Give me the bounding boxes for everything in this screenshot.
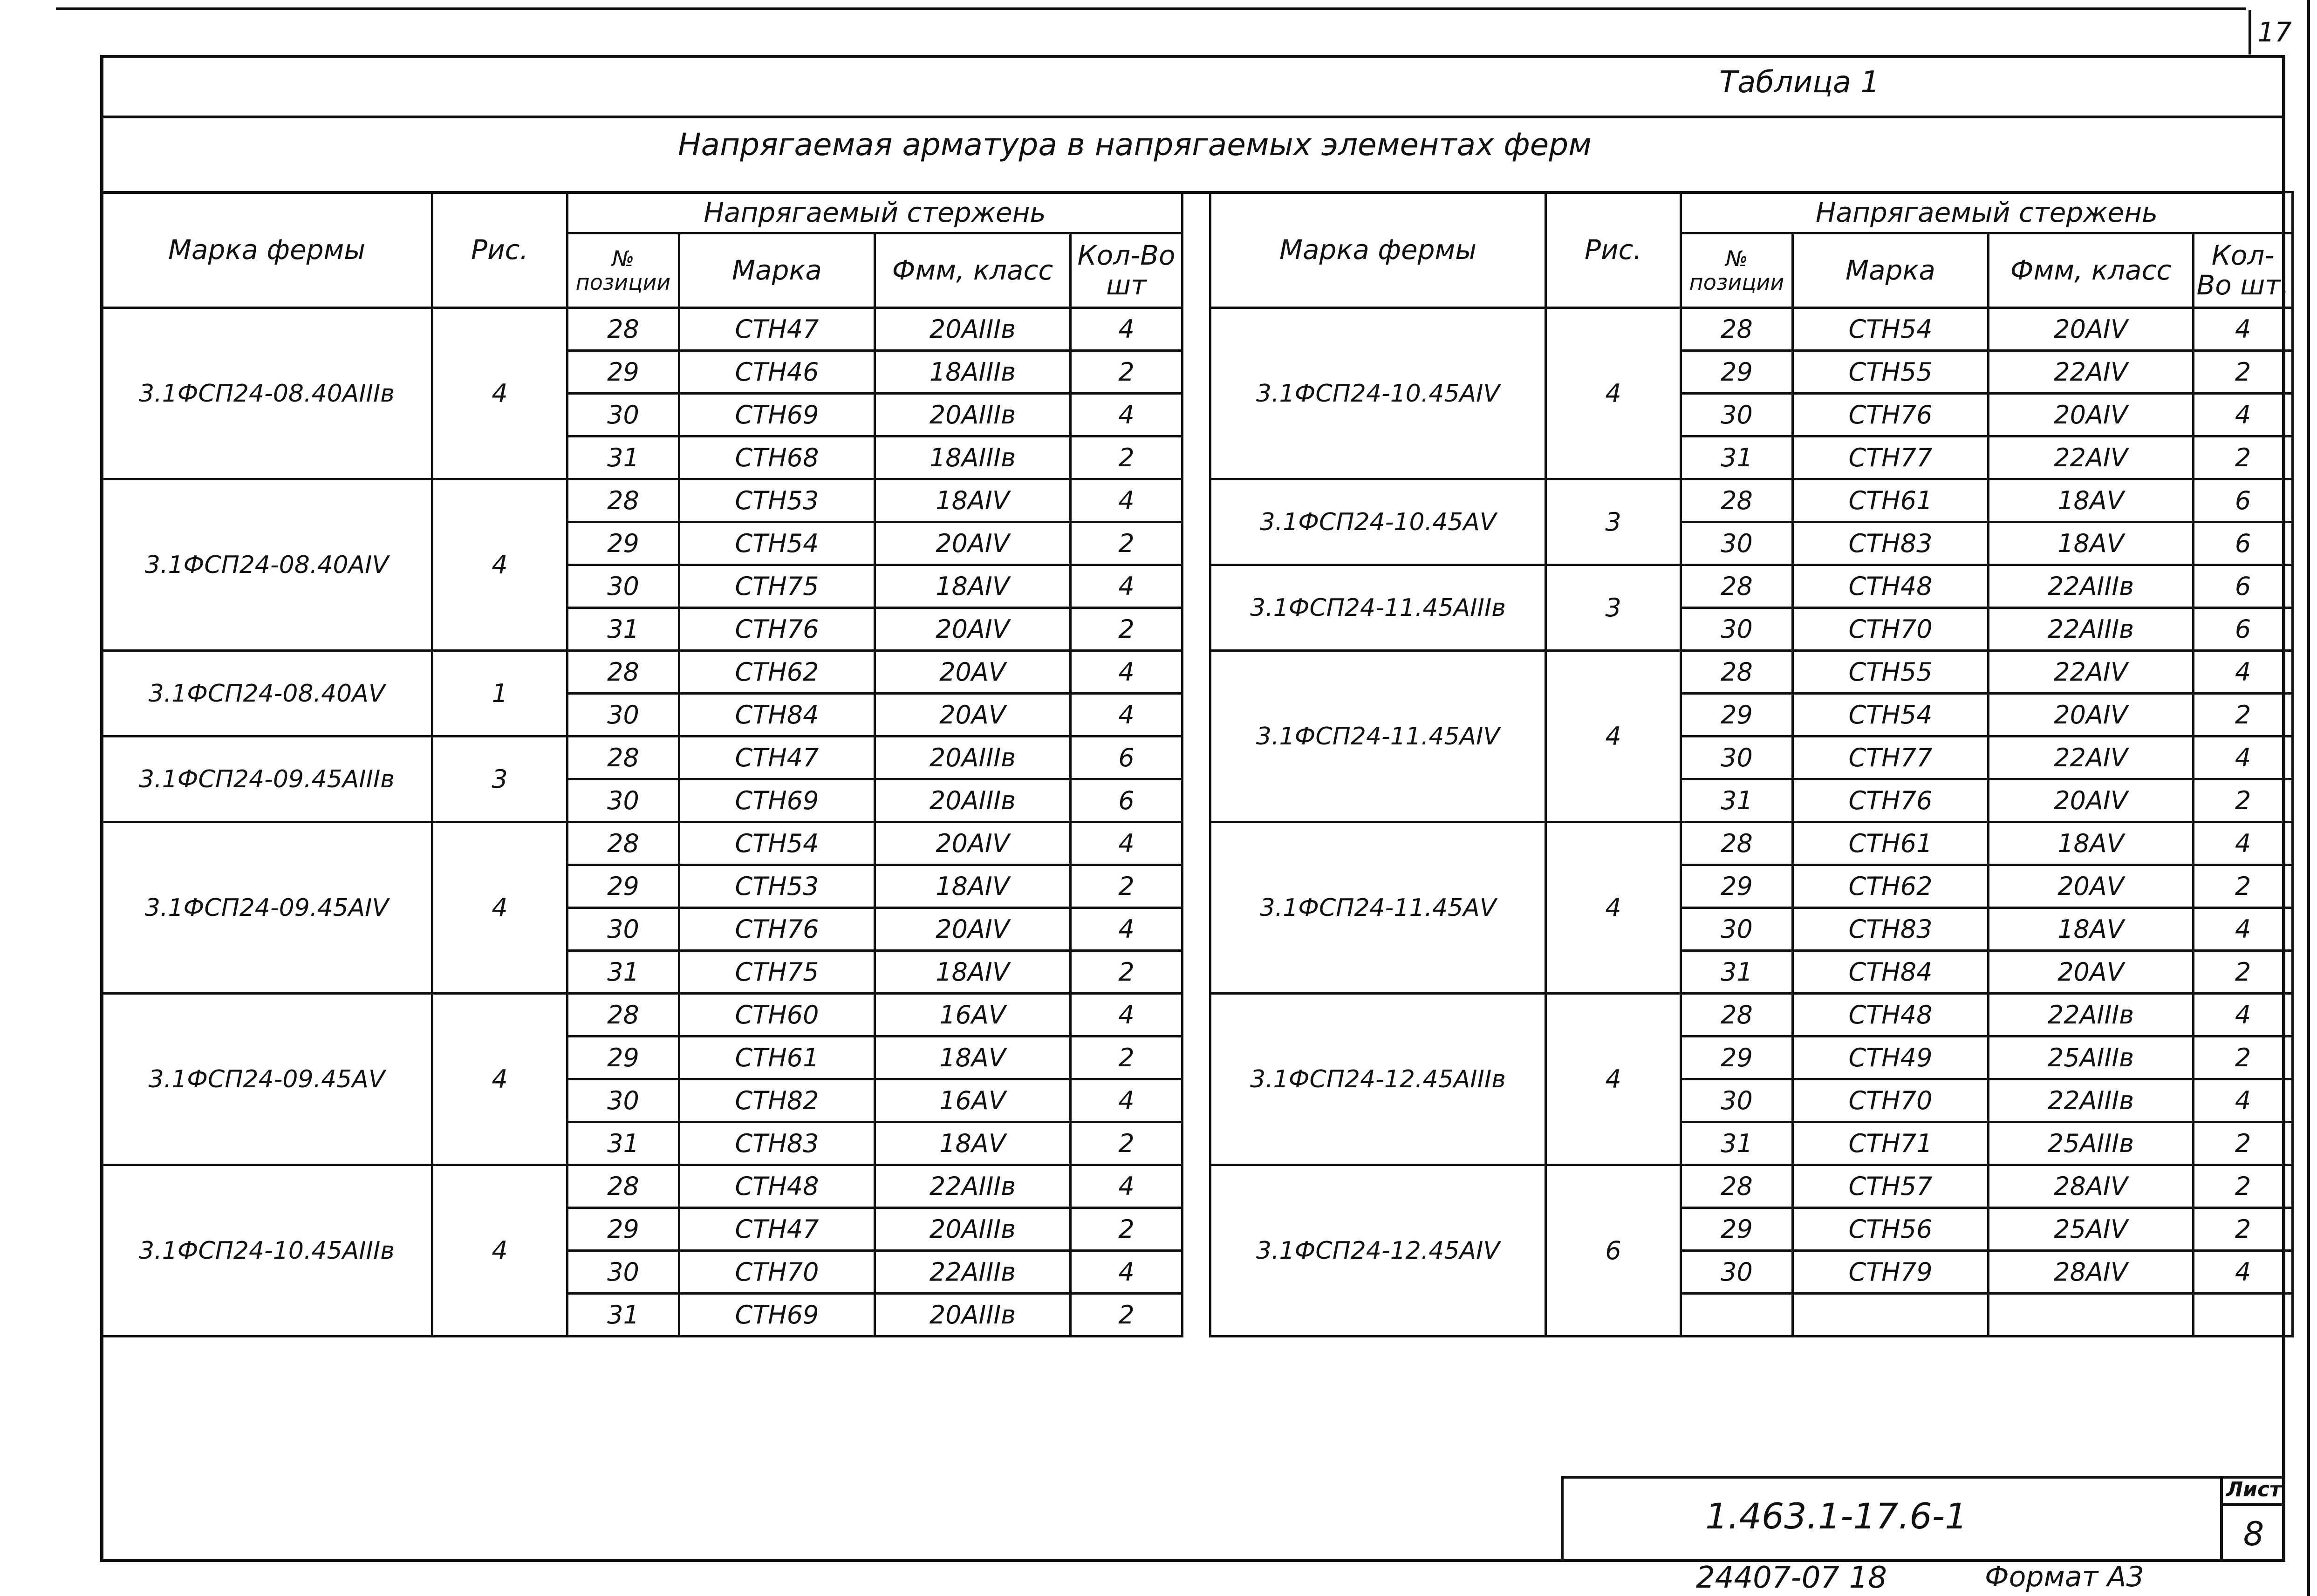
diameter-class-cell: 18АV [1989, 822, 2194, 865]
position-cell: 30 [1681, 1251, 1793, 1294]
rod-mark-cell: СТН76 [679, 908, 875, 951]
rod-mark-cell: СТН61 [1793, 479, 1989, 522]
table-row [102, 308, 1182, 351]
header-quantity: Кол-Во шт. [2194, 233, 2293, 308]
figure-cell: 6 [1546, 1165, 1681, 1337]
rod-mark-cell: СТН77 [1793, 737, 1989, 779]
quantity-cell: 4 [2194, 908, 2293, 951]
quantity-cell: 2 [1071, 608, 1182, 651]
diameter-class-cell: 20АIIIв [875, 308, 1071, 351]
position-cell: 28 [567, 994, 679, 1037]
diameter-class-cell: 22АIIIв [875, 1165, 1071, 1208]
diameter-class-cell [1989, 1294, 2194, 1337]
position-cell: 29 [567, 1208, 679, 1251]
rod-mark-cell: СТН48 [1793, 565, 1989, 608]
position-cell: 30 [1681, 394, 1793, 437]
truss-mark-cell: 3.1ФСП24-10.45АIIIв [102, 1165, 432, 1337]
table-row [1210, 994, 2293, 1037]
quantity-cell: 6 [2194, 479, 2293, 522]
header-figure: Рис. [432, 192, 567, 308]
rod-mark-cell: СТН62 [1793, 865, 1989, 908]
table-row [1210, 308, 2293, 351]
quantity-cell: 2 [2194, 1037, 2293, 1079]
rod-mark-cell: СТН76 [1793, 394, 1989, 437]
diameter-class-cell: 20АIV [875, 822, 1071, 865]
position-cell: 30 [567, 1251, 679, 1294]
table-row [1210, 1165, 2293, 1208]
position-cell: 29 [567, 865, 679, 908]
rod-mark-cell: СТН82 [679, 1079, 875, 1122]
rod-mark-cell: СТН70 [679, 1251, 875, 1294]
rod-mark-cell: СТН54 [679, 822, 875, 865]
document-code: 1.463.1-17.6-1 [1705, 1495, 1968, 1537]
table-label: Таблица 1 [1719, 65, 1880, 100]
rod-mark-cell: СТН84 [1793, 951, 1989, 994]
position-cell: 29 [1681, 351, 1793, 394]
position-cell: 30 [567, 394, 679, 437]
diameter-class-cell: 20АIIIв [875, 779, 1071, 822]
header-rod-group: Напрягаемый стержень [1681, 192, 2293, 233]
truss-mark-cell: 3.1ФСП24-12.45АIV [1210, 1165, 1546, 1337]
quantity-cell: 6 [1071, 779, 1182, 822]
position-cell: 31 [1681, 437, 1793, 479]
position-cell: 31 [567, 1294, 679, 1337]
rod-mark-cell: СТН47 [679, 737, 875, 779]
header-position-no: № позиции [567, 233, 679, 308]
header-mark: Марка [679, 233, 875, 308]
sheet-label: Лист [2220, 1476, 2284, 1506]
quantity-cell: 6 [2194, 522, 2293, 565]
position-cell: 28 [1681, 994, 1793, 1037]
position-cell: 29 [567, 351, 679, 394]
position-cell: 28 [1681, 308, 1793, 351]
quantity-cell: 4 [1071, 908, 1182, 951]
position-cell: 28 [1681, 479, 1793, 522]
position-cell: 29 [1681, 865, 1793, 908]
position-cell: 28 [1681, 822, 1793, 865]
table-row [102, 822, 1182, 865]
rod-mark-cell: СТН53 [679, 865, 875, 908]
truss-mark-cell: 3.1ФСП24-11.45АIV [1210, 651, 1546, 822]
rod-mark-cell: СТН76 [679, 608, 875, 651]
position-cell: 31 [1681, 951, 1793, 994]
figure-cell: 4 [1546, 308, 1681, 479]
diameter-class-cell: 16АV [875, 1079, 1071, 1122]
rod-mark-cell: СТН75 [679, 565, 875, 608]
rod-mark-cell: СТН47 [679, 1208, 875, 1251]
position-cell: 29 [1681, 1037, 1793, 1079]
quantity-cell: 2 [1071, 1122, 1182, 1165]
diameter-class-cell: 18АV [875, 1122, 1071, 1165]
diameter-class-cell: 22АIIIв [875, 1251, 1071, 1294]
truss-mark-cell: 3.1ФСП24-12.45АIIIв [1210, 994, 1546, 1165]
rod-mark-cell: СТН83 [1793, 908, 1989, 951]
header-truss-mark: Марка фермы [102, 192, 432, 308]
position-cell: 31 [567, 437, 679, 479]
rod-mark-cell: СТН46 [679, 351, 875, 394]
table-row [1210, 479, 2293, 522]
truss-mark-cell: 3.1ФСП24-11.45АV [1210, 822, 1546, 994]
rod-mark-cell: СТН83 [1793, 522, 1989, 565]
truss-mark-cell: 3.1ФСП24-09.45АV [102, 994, 432, 1165]
diameter-class-cell: 16АV [875, 994, 1071, 1037]
header-figure: Рис. [1546, 192, 1681, 308]
header-quantity: Кол-Во шт [1071, 233, 1182, 308]
diameter-class-cell: 20АIV [1989, 779, 2194, 822]
header-diameter-class: Фмм, класс [875, 233, 1071, 308]
diameter-class-cell: 20АV [1989, 865, 2194, 908]
diameter-class-cell: 20АIIIв [875, 394, 1071, 437]
header-truss-mark: Марка фермы [1210, 192, 1546, 308]
position-cell: 30 [1681, 908, 1793, 951]
title-separator-line [100, 116, 2285, 118]
diameter-class-cell: 18АV [1989, 908, 2194, 951]
quantity-cell: 4 [1071, 694, 1182, 737]
position-cell: 29 [567, 522, 679, 565]
quantity-cell: 4 [1071, 1165, 1182, 1208]
diameter-class-cell: 18АIV [875, 565, 1071, 608]
truss-mark-cell: 3.1ФСП24-08.40АIV [102, 479, 432, 651]
figure-cell: 4 [432, 1165, 567, 1337]
rod-mark-cell: СТН60 [679, 994, 875, 1037]
position-cell: 28 [1681, 651, 1793, 694]
quantity-cell: 6 [1071, 737, 1182, 779]
diameter-class-cell: 18АV [1989, 522, 2194, 565]
diameter-class-cell: 25АIIIв [1989, 1037, 2194, 1079]
rod-mark-cell: СТН61 [1793, 822, 1989, 865]
quantity-cell: 2 [2194, 1208, 2293, 1251]
diameter-class-cell: 18АV [1989, 479, 2194, 522]
table-row [1210, 651, 2293, 694]
diameter-class-cell: 20АIV [1989, 394, 2194, 437]
diameter-class-cell: 28АIV [1989, 1165, 2194, 1208]
top-border-line [56, 7, 2246, 10]
quantity-cell: 4 [1071, 1251, 1182, 1294]
header-mark: Марка [1793, 233, 1989, 308]
quantity-cell: 4 [1071, 651, 1182, 694]
quantity-cell: 4 [1071, 394, 1182, 437]
figure-cell: 4 [432, 994, 567, 1165]
rod-mark-cell: СТН54 [1793, 308, 1989, 351]
diameter-class-cell: 25АIV [1989, 1208, 2194, 1251]
page-title: Напрягаемая арматура в напрягаемых элементах ферм [678, 127, 1592, 163]
table-row [102, 479, 1182, 522]
position-cell: 28 [567, 308, 679, 351]
table-row [1210, 822, 2293, 865]
diameter-class-cell: 22АIIIв [1989, 608, 2194, 651]
quantity-cell [2194, 1294, 2293, 1337]
diameter-class-cell: 18АIV [875, 865, 1071, 908]
diameter-class-cell: 22АIIIв [1989, 994, 2194, 1037]
diameter-class-cell: 22АIIIв [1989, 565, 2194, 608]
rod-mark-cell: СТН56 [1793, 1208, 1989, 1251]
diameter-class-cell: 20АV [875, 651, 1071, 694]
table-row [1210, 565, 2293, 608]
diameter-class-cell: 18АIV [875, 951, 1071, 994]
rod-mark-cell: СТН75 [679, 951, 875, 994]
truss-mark-cell: 3.1ФСП24-10.45АIV [1210, 308, 1546, 479]
rod-mark-cell: СТН79 [1793, 1251, 1989, 1294]
left-reinforcement-table [100, 191, 1183, 1337]
left-table-body [102, 308, 1182, 1337]
right-border-line [2307, 0, 2310, 1596]
quantity-cell: 4 [2194, 1079, 2293, 1122]
quantity-cell: 4 [2194, 394, 2293, 437]
diameter-class-cell: 20АIV [875, 522, 1071, 565]
quantity-cell: 2 [1071, 522, 1182, 565]
rod-mark-cell [1793, 1294, 1989, 1337]
figure-cell: 4 [432, 479, 567, 651]
diameter-class-cell: 20АIV [875, 608, 1071, 651]
diameter-class-cell: 22АIV [1989, 437, 2194, 479]
diameter-class-cell: 18АIIIв [875, 351, 1071, 394]
quantity-cell: 2 [2194, 779, 2293, 822]
truss-mark-cell: 3.1ФСП24-09.45АIIIв [102, 737, 432, 822]
right-reinforcement-table [1209, 191, 2294, 1337]
quantity-cell: 2 [2194, 694, 2293, 737]
rod-mark-cell: СТН70 [1793, 608, 1989, 651]
quantity-cell: 2 [1071, 865, 1182, 908]
position-cell: 31 [1681, 779, 1793, 822]
quantity-cell: 2 [2194, 351, 2293, 394]
position-cell: 30 [1681, 737, 1793, 779]
rod-mark-cell: СТН69 [679, 394, 875, 437]
position-cell: 28 [567, 737, 679, 779]
rod-mark-cell: СТН62 [679, 651, 875, 694]
position-cell: 31 [1681, 1122, 1793, 1165]
position-cell: 30 [567, 908, 679, 951]
quantity-cell: 2 [1071, 1294, 1182, 1337]
quantity-cell: 2 [1071, 951, 1182, 994]
position-cell: 30 [567, 565, 679, 608]
position-cell: 28 [567, 479, 679, 522]
position-cell: 30 [567, 694, 679, 737]
rod-mark-cell: СТН57 [1793, 1165, 1989, 1208]
quantity-cell: 2 [2194, 951, 2293, 994]
quantity-cell: 4 [1071, 1079, 1182, 1122]
rod-mark-cell: СТН69 [679, 1294, 875, 1337]
position-cell: 30 [567, 1079, 679, 1122]
position-cell: 28 [567, 651, 679, 694]
rod-mark-cell: СТН48 [679, 1165, 875, 1208]
rod-mark-cell: СТН76 [1793, 779, 1989, 822]
position-cell: 30 [1681, 1079, 1793, 1122]
diameter-class-cell: 28АIV [1989, 1251, 2194, 1294]
sheet-corner-number: 17 [2249, 10, 2298, 55]
diameter-class-cell: 20АIIIв [875, 737, 1071, 779]
figure-cell: 4 [1546, 651, 1681, 822]
rod-mark-cell: СТН55 [1793, 351, 1989, 394]
quantity-cell: 4 [2194, 994, 2293, 1037]
quantity-cell: 2 [1071, 1208, 1182, 1251]
truss-mark-cell: 3.1ФСП24-08.40АV [102, 651, 432, 737]
diameter-class-cell: 22АIV [1989, 351, 2194, 394]
table-row [102, 994, 1182, 1037]
quantity-cell: 4 [1071, 479, 1182, 522]
rod-mark-cell: СТН47 [679, 308, 875, 351]
quantity-cell: 2 [1071, 351, 1182, 394]
table-row [102, 651, 1182, 694]
diameter-class-cell: 18АIIIв [875, 437, 1071, 479]
position-cell: 29 [567, 1037, 679, 1079]
diameter-class-cell: 20АIV [1989, 694, 2194, 737]
rod-mark-cell: СТН69 [679, 779, 875, 822]
header-diameter-class: Фмм, класс [1989, 233, 2194, 308]
rod-mark-cell: СТН84 [679, 694, 875, 737]
rod-mark-cell: СТН77 [1793, 437, 1989, 479]
rod-mark-cell: СТН49 [1793, 1037, 1989, 1079]
truss-mark-cell: 3.1ФСП24-08.40АIIIв [102, 308, 432, 479]
format-label: Формат А3 [1985, 1561, 2144, 1593]
diameter-class-cell: 20АV [1989, 951, 2194, 994]
position-cell: 31 [567, 951, 679, 994]
figure-cell: 3 [1546, 479, 1681, 565]
rod-mark-cell: СТН54 [679, 522, 875, 565]
figure-cell: 3 [432, 737, 567, 822]
quantity-cell: 4 [2194, 1251, 2293, 1294]
quantity-cell: 4 [2194, 308, 2293, 351]
quantity-cell: 4 [1071, 565, 1182, 608]
diameter-class-cell: 20АIV [1989, 308, 2194, 351]
figure-cell: 4 [1546, 994, 1681, 1165]
quantity-cell: 4 [1071, 994, 1182, 1037]
position-cell: 28 [1681, 1165, 1793, 1208]
position-cell [1681, 1294, 1793, 1337]
position-cell: 29 [1681, 1208, 1793, 1251]
rod-mark-cell: СТН55 [1793, 651, 1989, 694]
quantity-cell: 2 [2194, 865, 2293, 908]
header-rod-group: Напрягаемый стержень [567, 192, 1182, 233]
sheet-number: 8 [2220, 1506, 2284, 1562]
quantity-cell: 4 [2194, 737, 2293, 779]
truss-mark-cell: 3.1ФСП24-11.45АIIIв [1210, 565, 1546, 651]
right-table-body [1210, 308, 2293, 1337]
rod-mark-cell: СТН53 [679, 479, 875, 522]
quantity-cell: 2 [2194, 437, 2293, 479]
quantity-cell: 2 [2194, 1165, 2293, 1208]
quantity-cell: 2 [2194, 1122, 2293, 1165]
position-cell: 28 [567, 822, 679, 865]
diameter-class-cell: 25АIIIв [1989, 1122, 2194, 1165]
diameter-class-cell: 18АV [875, 1037, 1071, 1079]
rod-mark-cell: СТН54 [1793, 694, 1989, 737]
position-cell: 28 [1681, 565, 1793, 608]
figure-cell: 4 [1546, 822, 1681, 994]
position-cell: 30 [567, 779, 679, 822]
figure-cell: 1 [432, 651, 567, 737]
inventory-number: 24407-07 18 [1696, 1561, 1887, 1595]
rod-mark-cell: СТН70 [1793, 1079, 1989, 1122]
figure-cell: 3 [1546, 565, 1681, 651]
position-cell: 28 [567, 1165, 679, 1208]
diameter-class-cell: 22АIIIв [1989, 1079, 2194, 1122]
header-position-no: № позиции [1681, 233, 1793, 308]
rod-mark-cell: СТН48 [1793, 994, 1989, 1037]
diameter-class-cell: 22АIV [1989, 651, 2194, 694]
diameter-class-cell: 20АIIIв [875, 1294, 1071, 1337]
figure-cell: 4 [432, 822, 567, 994]
rod-mark-cell: СТН83 [679, 1122, 875, 1165]
diameter-class-cell: 22АIV [1989, 737, 2194, 779]
diameter-class-cell: 18АIV [875, 479, 1071, 522]
quantity-cell: 2 [1071, 1037, 1182, 1079]
quantity-cell: 6 [2194, 565, 2293, 608]
diameter-class-cell: 20АIIIв [875, 1208, 1071, 1251]
truss-mark-cell: 3.1ФСП24-09.45АIV [102, 822, 432, 994]
quantity-cell: 6 [2194, 608, 2293, 651]
rod-mark-cell: СТН71 [1793, 1122, 1989, 1165]
figure-cell: 4 [432, 308, 567, 479]
rod-mark-cell: СТН68 [679, 437, 875, 479]
diameter-class-cell: 20АIV [875, 908, 1071, 951]
position-cell: 31 [567, 1122, 679, 1165]
position-cell: 31 [567, 608, 679, 651]
rod-mark-cell: СТН61 [679, 1037, 875, 1079]
position-cell: 30 [1681, 608, 1793, 651]
quantity-cell: 4 [1071, 822, 1182, 865]
quantity-cell: 4 [1071, 308, 1182, 351]
quantity-cell: 4 [2194, 651, 2293, 694]
truss-mark-cell: 3.1ФСП24-10.45АV [1210, 479, 1546, 565]
table-row [102, 1165, 1182, 1208]
position-cell: 30 [1681, 522, 1793, 565]
quantity-cell: 4 [2194, 822, 2293, 865]
table-row [102, 737, 1182, 779]
position-cell: 29 [1681, 694, 1793, 737]
diameter-class-cell: 20АV [875, 694, 1071, 737]
quantity-cell: 2 [1071, 437, 1182, 479]
